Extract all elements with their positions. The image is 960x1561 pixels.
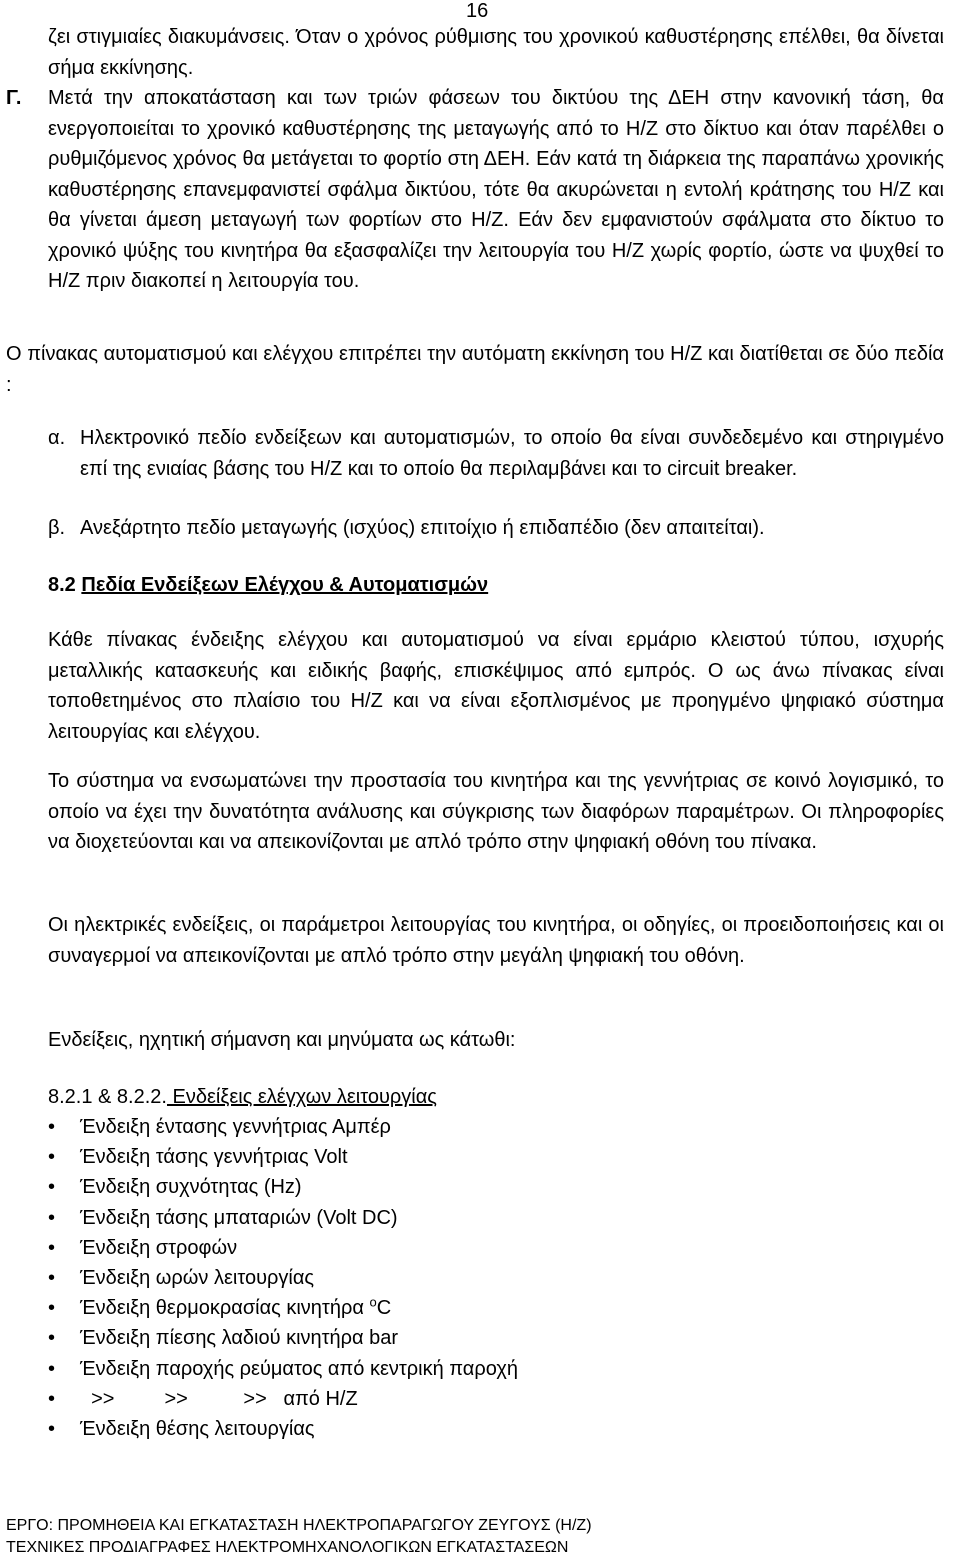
list-item: • Ένδειξη συχνότητας (Hz)	[48, 1172, 518, 1202]
bullet-icon: •	[48, 1417, 56, 1440]
list-item: • Ένδειξη έντασης γεννήτριας Αμπέρ	[48, 1112, 518, 1142]
item-g-text: Μετά την αποκατάσταση και των τριών φάσεων του δικτύου της ΔΕΗ στην κανονική τάση, θα ενεργοποιείται το χρονικό καθυστέρησης της μεταγωγής από το Η/Ζ στο δίκτυο και όταν παρέλθει ο ρυθμιζόμενος χρόνος θα μετάγεται το φορτίο στη ΔΕΗ. Εάν κατά τη διάρκεια της παραπάνω χρονικής καθυστέρησης επανεμφανιστεί σφάλμα δικτύου, τότε θα ακυρώνεται η εντολή κράτησης του Η/Ζ και θα γίνεται άμεση μεταγωγή των φορτίων στο Η/Ζ. Εάν δεν εμφανιστούν σφάλματα στο δίκτυο το χρονικό ψύξης του κινητήρα θα εξασφαλίζει την λειτουργία του Η/Ζ χωρίς φορτίο, ώστε να ψυχθεί το Η/Ζ πριν διακοπεί η λειτουργία του.	[48, 87, 944, 292]
section-title: Πεδία Ενδείξεων Ελέγχου & Αυτοματισμών	[81, 574, 489, 596]
item-g-marker: Γ.	[6, 87, 22, 109]
field-b-text: Ανεξάρτητο πεδίο μεταγωγής (ισχύος) επιτοίχιο ή επιδαπέδιο (δεν απαιτείται).	[80, 517, 765, 539]
field-b-marker: β.	[48, 517, 66, 539]
footer-specs: ΤΕΧΝΙΚΕΣ ΠΡΟΔΙΑΓΡΑΦΕΣ ΗΛΕΚΤΡΟΜΗΧΑΝΟΛΟΓΙΚΩΝ ΕΓΚΑΤΑΣΤΑΣΕΩΝ	[6, 1539, 569, 1556]
panel-intro: Ο πίνακας αυτοματισμού και ελέγχου επιτρέπει την αυτόματη εκκίνηση του Η/Ζ και διατίθεται σε δύο πεδία :	[6, 343, 944, 396]
list-item: • Ένδειξη θέσης λειτουργίας	[48, 1414, 518, 1444]
list-item: • >> >> >> από Η/Ζ	[48, 1384, 518, 1414]
list-item: • Ένδειξη παροχής ρεύματος από κεντρική παροχή	[48, 1354, 518, 1384]
degree-sup: o	[369, 1294, 377, 1310]
field-a-text: Ηλεκτρονικό πεδίο ενδείξεων και αυτοματισμών, το οποίο θα είναι συνδεδεμένο και στηριγμένο επί της ενιαίας βάσης του Η/Ζ και το οποίο θα περιλαμβάνει και το circuit breaker.	[80, 427, 944, 480]
paragraph-cabinet: Κάθε πίνακας ένδειξης ελέγχου και αυτοματισμού να είναι ερμάριο κλειστού τύπου, ισχυρής μεταλλικής κατασκευής και ειδικής βαφής, επισκέψιμος από εμπρός. Ο ως άνω πίνακας είναι τοποθετημένος στο πλαίσιο του Η/Ζ και να είναι εξοπλισμένος με προηγμένο ψηφιακό σύστημα λειτουργίας και ελέγχου.	[48, 629, 944, 743]
list-item: • Ένδειξη ωρών λειτουργίας	[48, 1263, 518, 1293]
bullet-icon: •	[48, 1116, 56, 1138]
subsection-number: 8.2.1 & 8.2.2.	[48, 1086, 167, 1108]
field-a-marker: α.	[48, 427, 66, 449]
section-heading	[48, 570, 488, 600]
bullet-icon: •	[48, 1266, 56, 1289]
subsection-title: Ενδείξεις ελέγχων λειτουργίας	[166, 1086, 437, 1108]
bullet-icon: •	[48, 1357, 56, 1380]
list-item: • Ένδειξη στροφών	[48, 1233, 518, 1263]
bullet-icon: •	[48, 1146, 56, 1169]
bullet-icon: •	[48, 1236, 56, 1259]
bullet-icon: •	[48, 1297, 56, 1320]
bullet-icon: •	[48, 1387, 56, 1410]
list-item: • Ένδειξη πίεσης λαδιού κινητήρα bar	[48, 1323, 518, 1353]
list-item: • Ένδειξη θερμοκρασίας κινητήρα $^o$C	[48, 1293, 518, 1323]
footer-project: ΕΡΓΟ: ΠΡΟΜΗΘΕΙΑ ΚΑΙ ΕΓΚΑΤΑΣΤΑΣΗ ΗΛΕΚΤΡΟΠΑΡΑΓΩΓΟΥ ΖΕΥΓΟΥΣ (Η/Ζ)	[6, 1517, 592, 1534]
celsius-letter: C	[376, 1297, 392, 1320]
bullet-icon: •	[48, 1206, 56, 1229]
page-number: 16	[466, 0, 489, 22]
indication-list	[48, 1112, 518, 1444]
list-item: • Ένδειξη τάσης γεννήτριας Volt	[48, 1142, 518, 1172]
section-number: 8.2	[48, 574, 76, 596]
paragraph-system: Το σύστημα να ενσωματώνει την προστασία του κινητήρα και της γεννήτριας σε κοινό λογισμικό, το οποίο να έχει την δυνατότητα ανάλυσης και σύγκρισης των διαφόρων παραμέτρων. Οι πληροφορίες να διοχετεύονται και να απεικονίζονται με απλό τρόπο στην ψηφιακή οθόνη του πίνακα.	[48, 770, 944, 853]
subsection-heading	[48, 1082, 437, 1112]
bullet-icon: •	[48, 1176, 56, 1199]
bullet-icon: •	[48, 1327, 56, 1350]
intro-continuation: ζει στιγμιαίες διακυμάνσεις. Όταν ο χρόνος ρύθμισης του χρονικού καθυστέρησης επέλθει, θα δίνεται σήμα εκκίνησης.	[48, 26, 944, 79]
paragraph-list-intro: Ενδείξεις, ηχητική σήμανση και μηνύματα ως κάτωθι:	[48, 1029, 516, 1051]
paragraph-indications: Οι ηλεκτρικές ενδείξεις, οι παράμετροι λειτουργίας του κινητήρα, οι οδηγίες, οι προειδοποιήσεις και οι συναγερμοί να απεικονίζονται με απλό τρόπο στην μεγάλη ψηφιακή του οθόνη.	[48, 914, 944, 967]
list-item: • Ένδειξη τάσης μπαταριών (Volt DC)	[48, 1203, 518, 1233]
